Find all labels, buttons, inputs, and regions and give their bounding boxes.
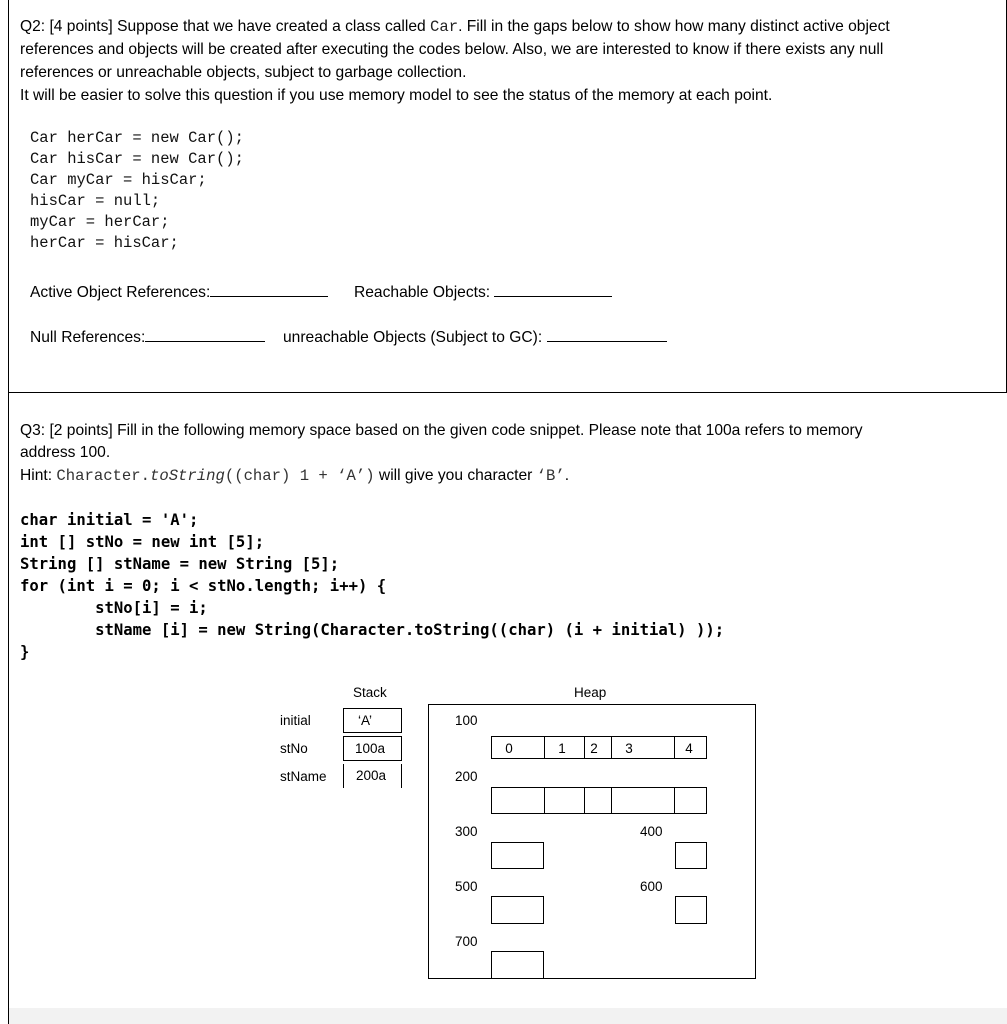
code-line: Car myCar = hisCar;: [30, 171, 207, 189]
array-value: 4: [685, 741, 693, 756]
stack-cell-stname: [343, 764, 402, 788]
reachable-label: Reachable Objects:: [354, 284, 491, 301]
code-line: herCar = hisCar;: [30, 234, 179, 252]
unreachable-row: [283, 327, 667, 347]
frame-left-border: [8, 0, 9, 1024]
code-line: Car herCar = new Car();: [30, 129, 244, 147]
array-divider: [544, 736, 545, 759]
code-line: hisCar = null;: [30, 192, 161, 210]
heap-address: 600: [640, 879, 663, 894]
array-divider: [674, 787, 675, 814]
code-line: String [] stName = new String [5];: [20, 555, 340, 573]
hint-code: ‘B’: [536, 467, 565, 485]
q3-hint: [20, 464, 569, 488]
code-line: int [] stNo = new int [5];: [20, 533, 265, 551]
unreachable-label: unreachable Objects (Subject to GC):: [283, 329, 543, 346]
heap-title: Heap: [574, 685, 607, 700]
stack-title: Stack: [353, 685, 387, 700]
heap-object-box-300[interactable]: [491, 842, 544, 869]
reachable-row: [354, 282, 612, 302]
code-line: stNo[i] = i;: [20, 599, 208, 617]
array-divider: [611, 736, 612, 759]
q2-text: Q2: [4 points] Suppose that we have created a class called: [20, 18, 431, 35]
q2-class-name: Car: [430, 18, 459, 36]
code-line: for (int i = 0; i < stNo.length; i++) {: [20, 577, 387, 595]
array-divider: [584, 787, 585, 814]
heap-object-box-700[interactable]: [491, 951, 544, 979]
code-line: char initial = 'A';: [20, 511, 199, 529]
heap-address: 500: [455, 879, 478, 894]
q2-line-4: It will be easier to solve this question if you use memory model to see the status of the memory at each point.: [20, 87, 773, 104]
heap-object-box-600[interactable]: [675, 896, 707, 924]
stack-cell-initial: [343, 708, 402, 733]
page-footer-shade: [9, 1008, 1007, 1024]
hint-code: toString: [149, 467, 225, 485]
array-value: 2: [590, 741, 598, 756]
q3-code-block: [20, 509, 724, 663]
code-line: }: [20, 643, 30, 661]
heap-object-box-500[interactable]: [491, 896, 544, 924]
array-divider: [674, 736, 675, 759]
code-line: myCar = herCar;: [30, 213, 170, 231]
array-value: 3: [625, 741, 633, 756]
hint-code: Character.: [56, 467, 150, 485]
null-refs-label: Null References:: [30, 329, 146, 346]
stack-var-name: stNo: [280, 741, 308, 756]
q2-line-1: [20, 15, 890, 39]
stack-var-name: initial: [280, 713, 311, 728]
heap-object-box-400[interactable]: [675, 842, 707, 869]
stack-value: 200a: [356, 768, 387, 783]
null-refs-blank[interactable]: [145, 327, 265, 342]
stack-value: ‘A’: [358, 713, 373, 728]
stack-value: 100a: [355, 741, 386, 756]
section-divider: [8, 392, 1007, 393]
active-refs-label: Active Object References:: [30, 284, 211, 301]
heap-address: 300: [455, 824, 478, 839]
q2-text: . Fill in the gaps below to show how many distinct active object: [458, 18, 890, 35]
array-value: 0: [505, 741, 513, 756]
active-refs-row: [30, 282, 328, 302]
hint-text: will give you character: [374, 467, 537, 484]
hint-code: ((char) 1 + ‘A’): [224, 467, 375, 485]
stack-cell-stno: [343, 736, 402, 761]
unreachable-blank[interactable]: [547, 327, 667, 342]
active-refs-blank[interactable]: [210, 282, 328, 297]
heap-address: 400: [640, 824, 663, 839]
array-divider: [611, 787, 612, 814]
null-refs-row: [30, 327, 265, 347]
q2-code-block: [30, 128, 244, 254]
stack-var-name: stName: [280, 769, 327, 784]
q3-line-2: address 100.: [20, 444, 111, 461]
q3-line-1: Q3: [2 points] Fill in the following memory space based on the given code snippet. Please note that 100a refers to memory: [20, 422, 863, 439]
heap-address: 200: [455, 769, 478, 784]
reachable-blank[interactable]: [494, 282, 612, 297]
q2-line-2: references and objects will be created after executing the codes below. Also, we are interested to know if there exists any null: [20, 41, 884, 58]
code-line: stName [i] = new String(Character.toString((char) (i + initial) ));: [20, 621, 725, 639]
q2-line-3: references or unreachable objects, subject to garbage collection.: [20, 64, 467, 81]
heap-address: 700: [455, 934, 478, 949]
array-value: 1: [558, 741, 566, 756]
hint-text: .: [564, 467, 570, 484]
hint-label: Hint:: [20, 467, 57, 484]
code-line: Car hisCar = new Car();: [30, 150, 244, 168]
heap-address: 100: [455, 713, 478, 728]
array-divider: [544, 787, 545, 814]
